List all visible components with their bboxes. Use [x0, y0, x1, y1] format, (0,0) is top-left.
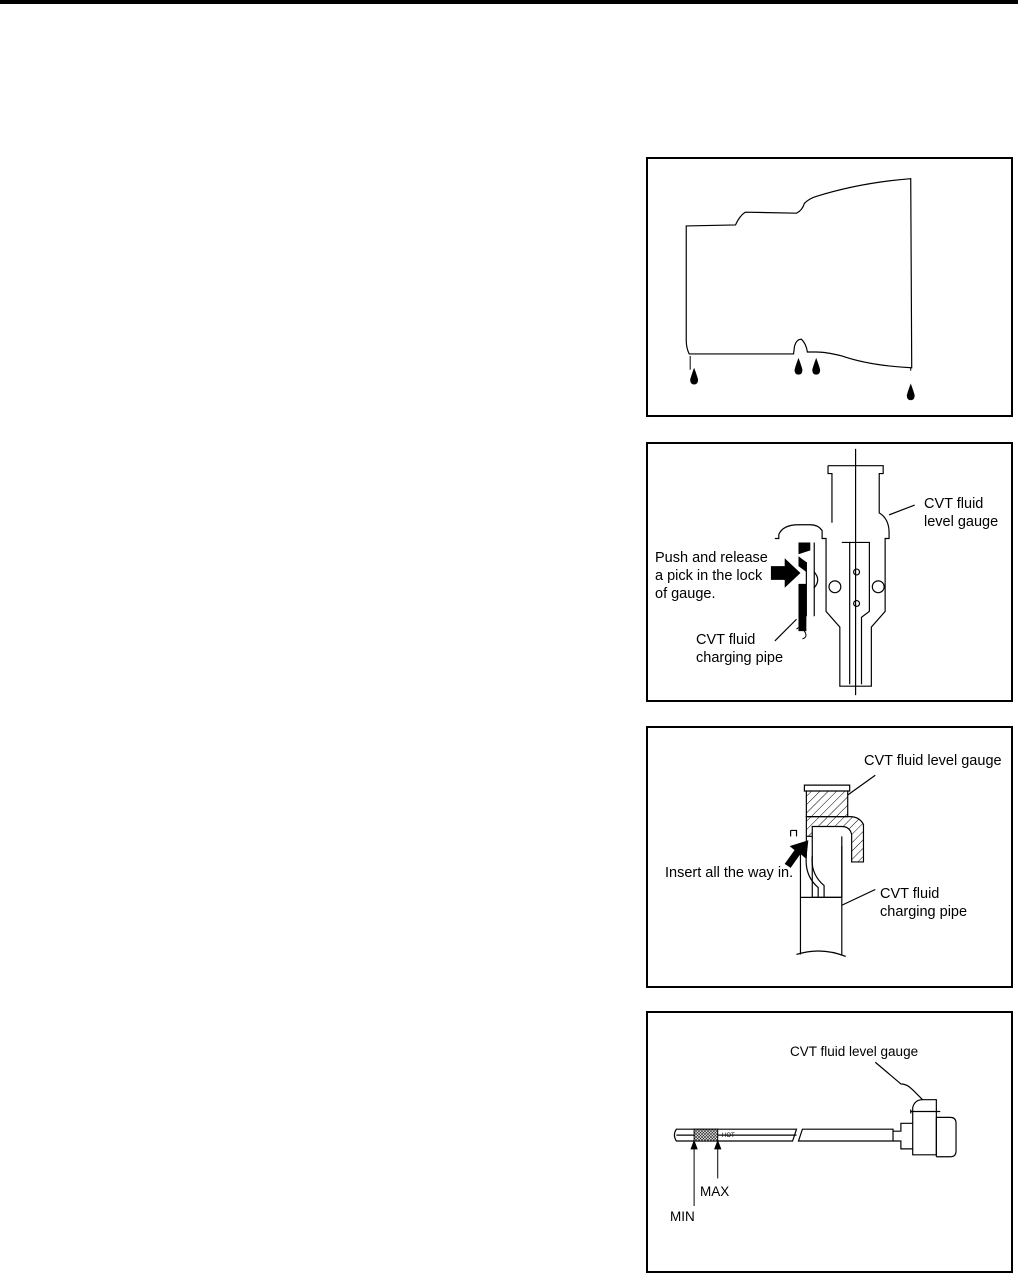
label-pipe-line1: CVT fluid	[880, 886, 940, 902]
header-rule	[0, 0, 1018, 4]
label-push-release-line2: a pick in the lock	[655, 568, 763, 584]
label-push-release-line3: of gauge.	[655, 586, 716, 602]
figure-gauge-insert	[646, 726, 1013, 988]
transmission-leak-illustration	[648, 159, 1011, 415]
label-push-release-line1: Push and release	[655, 550, 768, 566]
label-pipe-line1: CVT fluid	[696, 632, 756, 648]
label-insert: Insert all the way in.	[665, 865, 794, 881]
label-gauge-line2: level gauge	[924, 514, 999, 530]
label-pipe-line2: charging pipe	[880, 904, 968, 920]
figure-fluid-leak	[646, 157, 1013, 417]
label-gauge-line1: CVT fluid	[924, 496, 984, 512]
figure-gauge-lock-release	[646, 442, 1013, 702]
label-max: MAX	[700, 1184, 730, 1199]
label-pipe-line2: charging pipe	[696, 650, 784, 666]
label-gauge: CVT fluid level gauge	[790, 1044, 919, 1059]
label-min: MIN	[670, 1209, 695, 1224]
label-hot: HOT	[722, 1133, 735, 1139]
figure-gauge-min-max	[646, 1011, 1013, 1273]
leak-drops	[690, 358, 914, 400]
label-gauge: CVT fluid level gauge	[864, 753, 1002, 769]
